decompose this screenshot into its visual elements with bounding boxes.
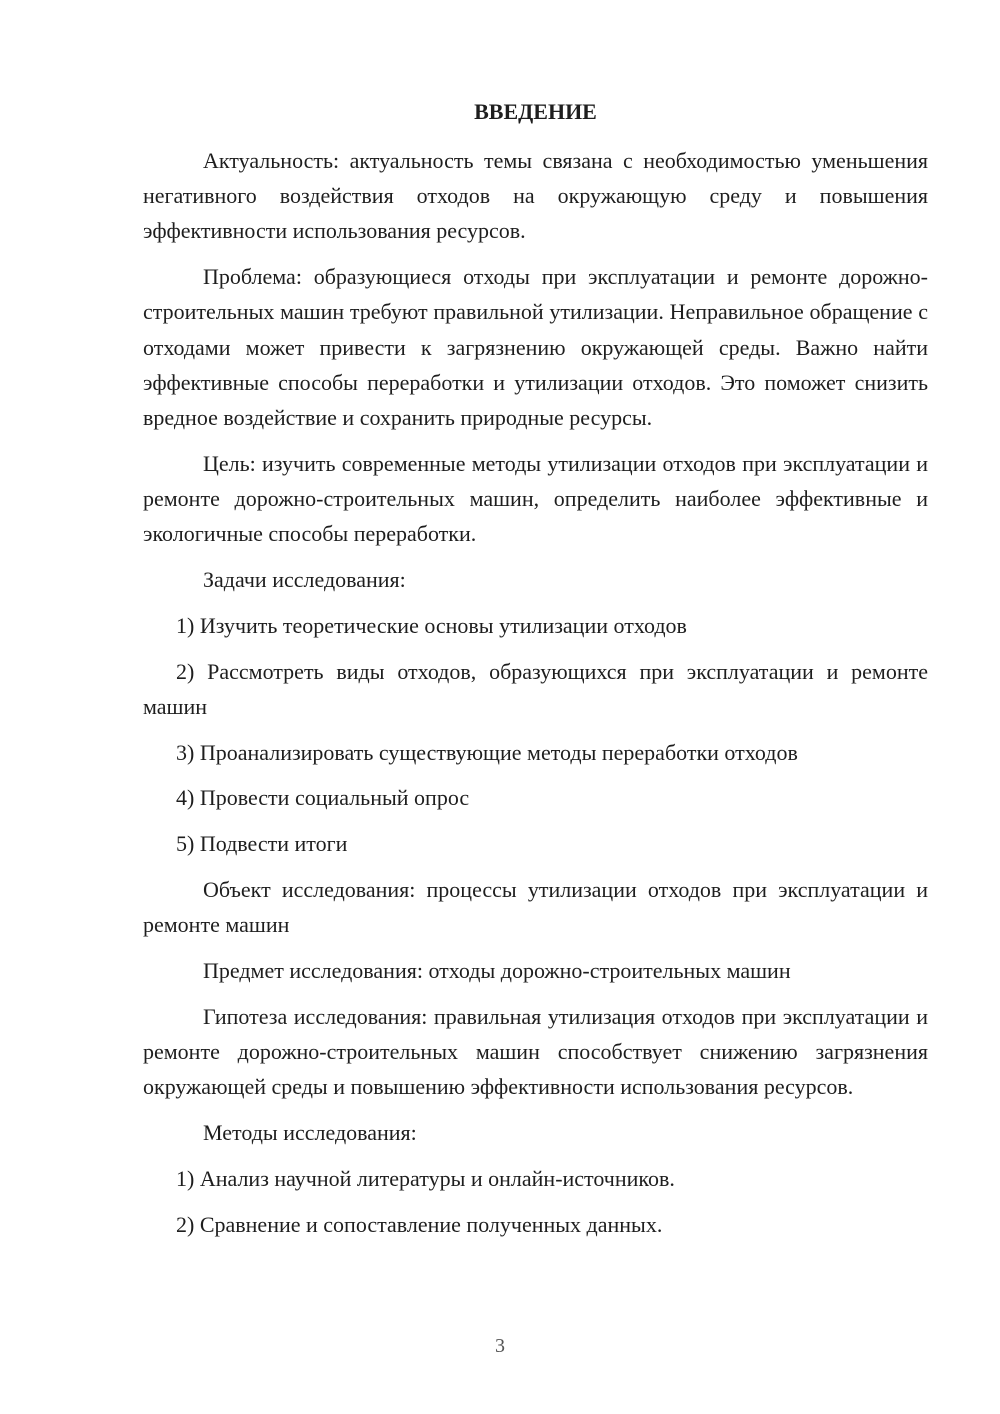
paragraph-goal: Цель: изучить современные методы утилизации отходов при эксплуатации и ремонте дорожно-строительных машин, определить наиболее эффективные и экологичные способы переработки. bbox=[143, 450, 928, 547]
paragraph-subject: Предмет исследования: отходы дорожно-строительных машин bbox=[203, 958, 791, 983]
section-title: ВВЕДЕНИЕ bbox=[474, 99, 597, 124]
paragraph-problem: Проблема: образующиеся отходы при эксплуатации и ремонте дорожно-строительных машин требуют правильной утилизации. Неправильное обращение с отходами может привести к загрязнению окружающей среды. Важно найти эффективные способы переработки и утилизации отходов. Это поможет снизить вредное воздействие и сохранить природные ресурсы. bbox=[143, 264, 928, 431]
paragraph-tasks-heading: Задачи исследования: bbox=[203, 567, 406, 593]
list-item-method-2: 2) Сравнение и сопоставление полученных данных. bbox=[176, 1211, 663, 1237]
list-item-method-1: 1) Анализ научной литературы и онлайн-источников. bbox=[176, 1165, 675, 1191]
paragraph-methods-heading: Методы исследования: bbox=[203, 1120, 417, 1145]
paragraph-hypothesis: Гипотеза исследования: правильная утилизация отходов при эксплуатации и ремонте дорожно-строительных машин способствует снижению загрязнения окружающей среды и повышению эффективности использования ресурсов. bbox=[143, 1003, 928, 1100]
list-item-task-4: 4) Провести социальный опрос bbox=[176, 785, 470, 811]
paragraph-relevance: Актуальность: актуальность темы связана с необходимостью уменьшения негативного воздействия отходов на окружающую среду и повышения эффективности использования ресурсов. bbox=[143, 148, 928, 244]
page-number: 3 bbox=[495, 1335, 505, 1357]
paragraph-object: Объект исследования: процессы утилизации отходов при эксплуатации и ремонте машин bbox=[143, 877, 928, 938]
list-item-task-2: 2) Рассмотреть виды отходов, образующихся при эксплуатации и ремонте машин bbox=[143, 658, 928, 719]
body-text bbox=[143, 143, 928, 1252]
list-item-task-1: 1) Изучить теоретические основы утилизации отходов bbox=[176, 612, 687, 638]
list-item-task-3: 3) Проанализировать существующие методы переработки отходов bbox=[176, 739, 798, 765]
list-item-task-5: 5) Подвести итоги bbox=[176, 831, 348, 857]
